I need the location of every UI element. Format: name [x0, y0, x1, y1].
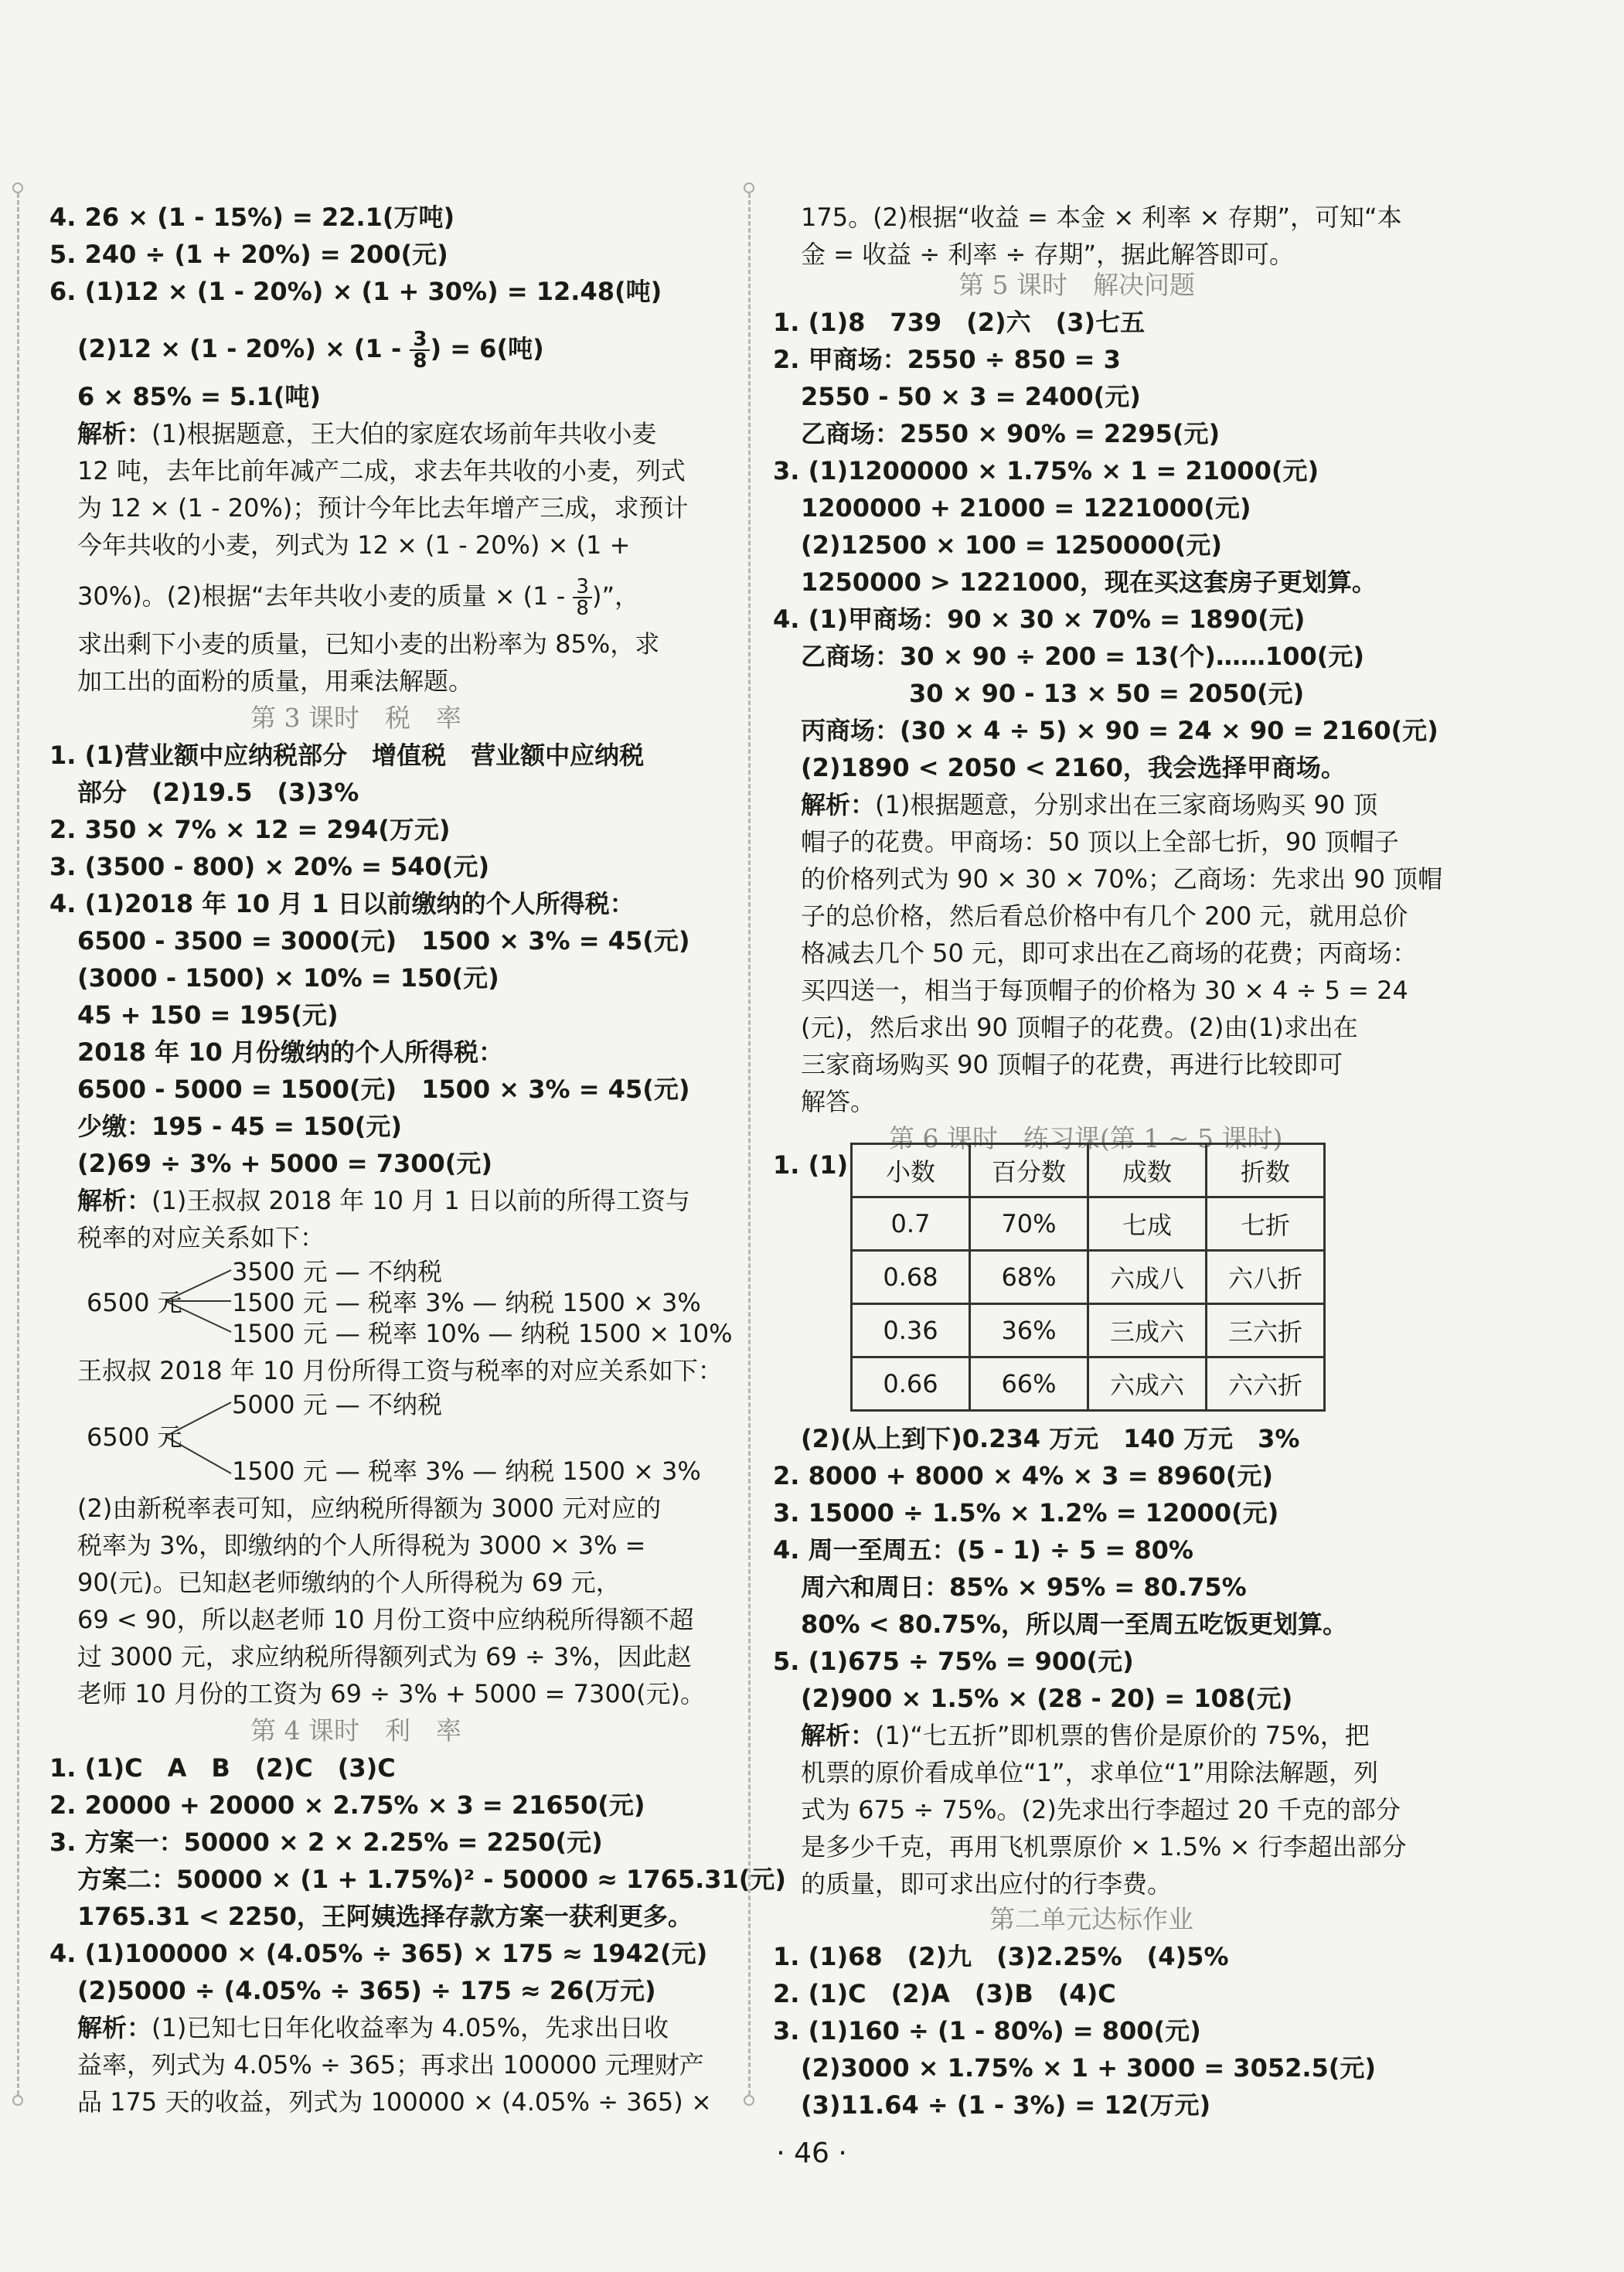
- table-header-row: [852, 1144, 1325, 1197]
- fraction-pre: 30%)。(2)根据“去年共收小麦的质量 × (1 -: [77, 581, 574, 611]
- answer-line: 少缴：195 - 45 = 150(元): [77, 1112, 403, 1141]
- answer-line: 80% < 80.75%，所以周一至周五吃饭更划算。: [801, 1609, 1347, 1639]
- analysis-line: 金 = 收益 ÷ 利率 ÷ 存期”，据此解答即可。: [801, 240, 1295, 269]
- answer-line: 4. (1)甲商场：90 × 30 × 70% = 1890(元): [773, 605, 1306, 634]
- answer-line: 1. (1)68 (2)九 (3)2.25% (4)5%: [773, 1942, 1229, 1971]
- table-cell: 三成六: [1088, 1304, 1207, 1357]
- table-row: [852, 1251, 1325, 1304]
- answer-line: 1. (1)营业额中应纳税部分 增值税 营业额中应纳税: [49, 741, 645, 770]
- analysis-line: 解答。: [801, 1087, 876, 1116]
- analysis-line: [801, 1718, 1370, 1753]
- table-row: [852, 1357, 1325, 1411]
- table-cell: 六成八: [1088, 1251, 1207, 1304]
- answer-line: 部分 (2)19.5 (3)3%: [77, 778, 359, 807]
- analysis-line: 益率，列式为 4.05% ÷ 365；再求出 100000 元理财产: [77, 2050, 704, 2080]
- analysis-line: 12 吨，去年比前年减产二成，求去年共收的小麦，列式: [77, 456, 686, 485]
- analysis-line: 税率的对应关系如下：: [77, 1223, 325, 1252]
- answer-line: (2)5000 ÷ (4.05% ÷ 365) ÷ 175 ≈ 26(万元): [77, 1976, 656, 2005]
- answer-line: (2)900 × 1.5% × (28 - 20) = 108(元): [801, 1684, 1293, 1713]
- table-cell: 0.68: [852, 1251, 970, 1304]
- analysis-line: 格减去几个 50 元，即可求出在乙商场的花费；丙商场：: [801, 938, 1418, 968]
- fraction: [573, 577, 592, 618]
- center-margin-ring-bottom: [744, 2095, 754, 2106]
- answer-line: 3. (1)160 ÷ (1 - 80%) = 800(元): [773, 2016, 1201, 2045]
- answer-line: 1250000 > 1221000，现在买这套房子更划算。: [801, 567, 1377, 597]
- section-heading-unit-2: 第二单元达标作业: [989, 1904, 1193, 1934]
- analysis-label: 解析：: [77, 2013, 152, 2042]
- section-heading-lesson-3: 第 3 课时 税 率: [250, 703, 461, 733]
- fraction-numerator: 3: [573, 577, 592, 598]
- analysis-line: 的质量，即可求出应付的行李费。: [801, 1869, 1173, 1899]
- section-heading-lesson-6: 第 6 课时 练习课(第 1 ~ 5 课时): [889, 1123, 1283, 1153]
- analysis-text: (1)“七五折”即机票的售价是原价的 75%，把: [875, 1721, 1370, 1750]
- answer-line: 4. 26 × (1 - 15%) = 22.1(万吨): [49, 203, 455, 232]
- analysis-line: 的价格列式为 90 × 30 × 70%；乙商场：先求出 90 顶帽: [801, 864, 1443, 894]
- answer-line: 30 × 90 - 13 × 50 = 2050(元): [909, 679, 1305, 708]
- answer-line: 4. (1)2018 年 10 月 1 日以前缴纳的个人所得税：: [49, 889, 635, 918]
- answer-line: 1765.31 < 2250，王阿姨选择存款方案一获利更多。: [77, 1902, 693, 1931]
- answer-line: 6500 - 5000 = 1500(元) 1500 × 3% = 45(元): [77, 1075, 690, 1104]
- section-heading-lesson-4: 第 4 课时 利 率: [250, 1715, 461, 1746]
- table-cell: 68%: [970, 1251, 1088, 1304]
- page-number: · 46 ·: [776, 2137, 847, 2169]
- tree-branch: 5000 元 — 不纳税: [232, 1390, 442, 1419]
- analysis-line: (2)由新税率表可知，应纳税所得额为 3000 元对应的: [77, 1494, 662, 1523]
- analysis-line: 过 3000 元，求应纳税所得额列式为 69 ÷ 3%，因此赵: [77, 1642, 692, 1671]
- analysis-line: 求出剩下小麦的质量，已知小麦的出粉率为 85%，求: [77, 629, 660, 659]
- analysis-line: 式为 675 ÷ 75%。(2)先求出行李超过 20 千克的部分: [801, 1795, 1401, 1824]
- analysis-line: 175。(2)根据“收益 = 本金 × 利率 × 存期”，可知“本: [801, 203, 1402, 232]
- table-header-cell: 成数: [1088, 1144, 1207, 1197]
- table-row: [852, 1304, 1325, 1357]
- tree-root: 6500 元: [87, 1422, 182, 1452]
- table-row: [852, 1197, 1325, 1251]
- analysis-line: 税率为 3%，即缴纳的个人所得税为 3000 × 3% =: [77, 1531, 646, 1560]
- table-header-cell: 小数: [852, 1144, 970, 1197]
- answer-line: 6500 - 3500 = 3000(元) 1500 × 3% = 45(元): [77, 926, 690, 955]
- analysis-line: 机票的原价看成单位“1”，求单位“1”用除法解题，列: [801, 1758, 1379, 1787]
- tree-root: 6500 元: [87, 1288, 182, 1317]
- answer-line: 2550 - 50 × 3 = 2400(元): [801, 382, 1141, 411]
- answer-line: 45 + 150 = 195(元): [77, 1000, 339, 1030]
- analysis-line: (元)，然后求出 90 顶帽子的花费。(2)由(1)求出在: [801, 1013, 1358, 1042]
- tree-branch: 1500 元 — 税率 10% — 纳税 1500 × 10%: [232, 1319, 733, 1348]
- analysis-line: [801, 787, 1377, 823]
- answer-line: (2)3000 × 1.75% × 1 + 3000 = 3052.5(元): [801, 2053, 1377, 2083]
- left-margin-ring-top: [12, 182, 23, 193]
- fraction-denominator: 8: [413, 349, 427, 373]
- answer-line: 1200000 + 21000 = 1221000(元): [801, 493, 1251, 523]
- analysis-line: 今年共收的小麦，列式为 12 × (1 - 20%) × (1 +: [77, 530, 631, 560]
- table-cell: 三六折: [1207, 1304, 1325, 1357]
- answer-line: (2)(从上到下)0.234 万元 140 万元 3%: [801, 1424, 1300, 1453]
- center-margin-dashline: [748, 193, 751, 2095]
- left-margin-dashline: [17, 193, 19, 2095]
- analysis-line: 王叔叔 2018 年 10 月份所得工资与税率的对应关系如下：: [77, 1356, 723, 1385]
- table-cell: 66%: [970, 1357, 1088, 1411]
- answer-line: 2. 甲商场：2550 ÷ 850 = 3: [773, 345, 1121, 374]
- analysis-line: 子的总价格，然后看总价格中有几个 200 元，就用总价: [801, 901, 1408, 931]
- analysis-label: 解析：: [77, 1186, 152, 1215]
- analysis-label: 解析：: [77, 419, 152, 448]
- answer-line: 乙商场：30 × 90 ÷ 200 = 13(个)……100(元): [801, 642, 1364, 671]
- analysis-line: 为 12 × (1 - 20%)；预计今年比去年增产三成，求预计: [77, 493, 689, 523]
- analysis-line: [77, 416, 656, 451]
- answer-line: 丙商场：(30 × 4 ÷ 5) × 90 = 24 × 90 = 2160(元): [801, 716, 1438, 745]
- answer-line: 1. (1)8 739 (2)六 (3)七五: [773, 308, 1146, 337]
- answer-line-fraction: [77, 322, 544, 376]
- tree-branch: 3500 元 — 不纳税: [232, 1257, 442, 1286]
- fraction-pre: (2)12 × (1 - 20%) × (1 -: [77, 334, 410, 363]
- answer-line: 3. 15000 ÷ 1.5% × 1.2% = 12000(元): [773, 1498, 1279, 1528]
- answer-line: (2)12500 × 100 = 1250000(元): [801, 530, 1222, 560]
- table-cell: 70%: [970, 1197, 1088, 1251]
- table-cell: 0.66: [852, 1357, 970, 1411]
- analysis-line: 三家商场购买 90 顶帽子的花费，再进行比较即可: [801, 1050, 1343, 1079]
- answer-line: 方案二：50000 × (1 + 1.75%)² - 50000 ≈ 1765.31(元): [77, 1865, 787, 1894]
- center-margin-ring-top: [744, 182, 754, 193]
- analysis-line: 品 175 天的收益，列式为 100000 × (4.05% ÷ 365) ×: [77, 2087, 712, 2117]
- analysis-line: 是多少千克，再用飞机票原价 × 1.5% × 行李超出部分: [801, 1832, 1407, 1862]
- answer-line: (3)11.64 ÷ (1 - 3%) = 12(万元): [801, 2090, 1211, 2120]
- table-cell: 0.7: [852, 1197, 970, 1251]
- analysis-text: (1)王叔叔 2018 年 10 月 1 日以前的所得工资与: [152, 1186, 690, 1215]
- analysis-line: [77, 1183, 690, 1218]
- answer-line: 2. 20000 + 20000 × 2.75% × 3 = 21650(元): [49, 1790, 645, 1820]
- analysis-line: 69 < 90，所以赵老师 10 月份工资中应纳税所得额不超: [77, 1605, 694, 1634]
- tree-branch: 1500 元 — 税率 3% — 纳税 1500 × 3%: [232, 1288, 701, 1317]
- answer-line: (2)1890 < 2050 < 2160，我会选择甲商场。: [801, 753, 1346, 782]
- analysis-label: 解析：: [801, 1721, 876, 1750]
- answer-line: 6. (1)12 × (1 - 20%) × (1 + 30%) = 12.48(吨): [49, 277, 662, 306]
- answer-line: 2. 350 × 7% × 12 = 294(万元): [49, 815, 451, 844]
- answer-line: 2. (1)C (2)A (3)B (4)C: [773, 1979, 1116, 2008]
- tree-branch: 1500 元 — 税率 3% — 纳税 1500 × 3%: [232, 1456, 701, 1486]
- analysis-line: 买四送一，相当于每顶帽子的价格为 30 × 4 ÷ 5 = 24: [801, 976, 1408, 1005]
- table-header-cell: 折数: [1207, 1144, 1325, 1197]
- analysis-line: 老师 10 月份的工资为 69 ÷ 3% + 5000 = 7300(元)。: [77, 1679, 706, 1708]
- fraction-post: )”，: [591, 581, 640, 611]
- answer-line: 3. (3500 - 800) × 20% = 540(元): [49, 852, 490, 881]
- table-cell: 七成: [1088, 1197, 1207, 1251]
- left-margin-ring-bottom: [12, 2095, 23, 2106]
- answer-line: 3. 方案一：50000 × 2 × 2.25% = 2250(元): [49, 1827, 603, 1857]
- answer-line: (2)69 ÷ 3% + 5000 = 7300(元): [77, 1149, 493, 1178]
- table-header-cell: 百分数: [970, 1144, 1088, 1197]
- answer-line: 5. 240 ÷ (1 + 20%) = 200(元): [49, 240, 448, 269]
- analysis-line-fraction: [77, 569, 639, 623]
- answer-line: 2. 8000 + 8000 × 4% × 3 = 8960(元): [773, 1461, 1273, 1490]
- answer-line: (3000 - 1500) × 10% = 150(元): [77, 963, 499, 993]
- answer-line: 4. (1)100000 × (4.05% ÷ 365) × 175 ≈ 1942(元): [49, 1939, 708, 1968]
- answer-line: 1. (1)C A B (2)C (3)C: [49, 1753, 396, 1783]
- table-cell: 36%: [970, 1304, 1088, 1357]
- analysis-line: 帽子的花费。甲商场：50 顶以上全部七折，90 顶帽子: [801, 827, 1399, 857]
- table-cell: 六成六: [1088, 1357, 1207, 1411]
- analysis-text: (1)已知七日年化收益率为 4.05%，先求出日收: [152, 2013, 669, 2042]
- section-heading-lesson-5: 第 5 课时 解决问题: [958, 270, 1195, 300]
- table-cell: 0.36: [852, 1304, 970, 1357]
- answer-line: 3. (1)1200000 × 1.75% × 1 = 21000(元): [773, 456, 1319, 485]
- analysis-text: (1)根据题意，分别求出在三家商场购买 90 顶: [875, 790, 1378, 819]
- decimal-percent-table: [850, 1143, 1326, 1412]
- analysis-label: 解析：: [801, 790, 876, 819]
- analysis-line: 90(元)。已知赵老师缴纳的个人所得税为 69 元，: [77, 1568, 621, 1597]
- analysis-line: 加工出的面粉的质量，用乘法解题。: [77, 666, 474, 696]
- answer-line: 4. 周一至周五：(5 - 1) ÷ 5 = 80%: [773, 1535, 1193, 1565]
- table-cell: 六六折: [1207, 1357, 1325, 1411]
- analysis-line: [77, 2010, 669, 2045]
- answer-line: 6 × 85% = 5.1(吨): [77, 382, 321, 411]
- table-cell: 七折: [1207, 1197, 1325, 1251]
- answer-line: 1. (1): [773, 1150, 849, 1180]
- table-cell: 六八折: [1207, 1251, 1325, 1304]
- fraction-numerator: 3: [410, 329, 430, 351]
- answer-line: 5. (1)675 ÷ 75% = 900(元): [773, 1647, 1134, 1676]
- analysis-text: (1)根据题意，王大伯的家庭农场前年共收小麦: [152, 419, 657, 448]
- fraction-post: ) = 6(吨): [430, 334, 544, 363]
- answer-line: 乙商场：2550 × 90% = 2295(元): [801, 419, 1221, 448]
- answer-line: 2018 年 10 月份缴纳的个人所得税：: [77, 1037, 504, 1067]
- fraction: [410, 329, 430, 371]
- fraction-denominator: 8: [576, 597, 589, 620]
- answer-line: 周六和周日：85% × 95% = 80.75%: [801, 1572, 1247, 1602]
